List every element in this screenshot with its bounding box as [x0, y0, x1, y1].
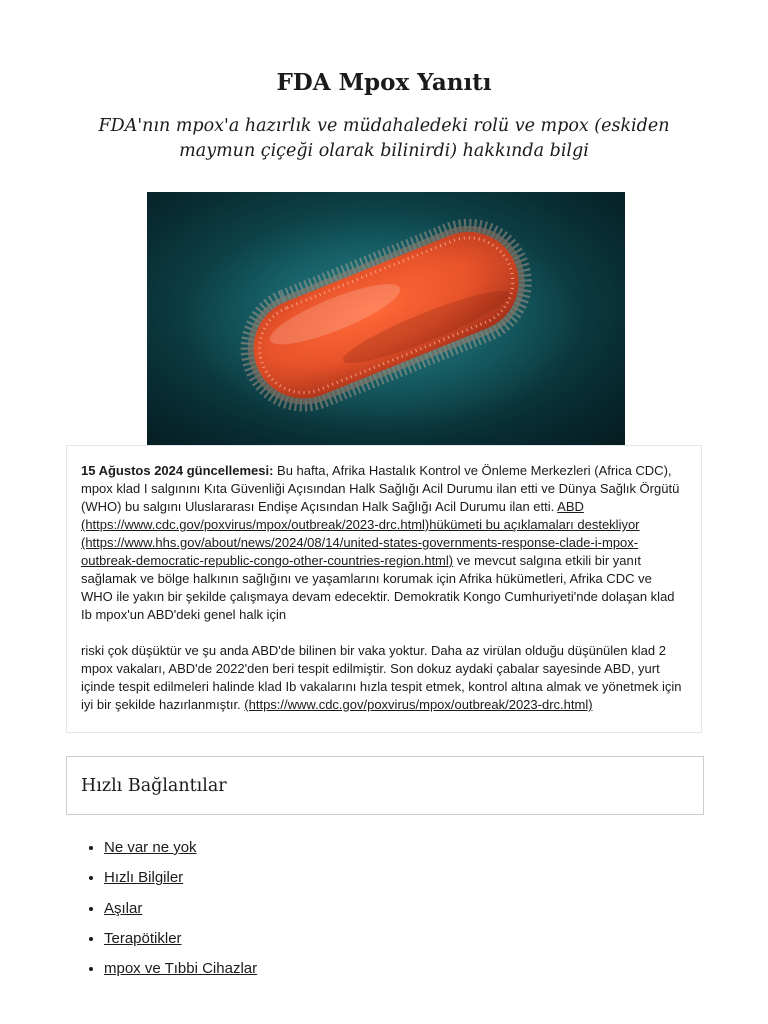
- page-title: FDA Mpox Yanıtı: [276, 69, 492, 96]
- link-quick-facts[interactable]: Hızlı Bilgiler: [104, 869, 184, 887]
- quick-links-heading: Hızlı Bağlantılar: [81, 775, 227, 796]
- quick-links-list: [80, 837, 257, 988]
- list-item: [104, 867, 257, 889]
- update-text-3: riski çok düşüktür ve şu anda ABD'de bilinen bir vaka yoktur. Daha az virülan olduğu düşünülen klad 2 mpox vakaları, ABD'de 2022'den beri tespit edilmiştir. Son dokuz aydaki çabalar sayesinde ABD, yurt içinde tespit edilmeleri halinde klad Ib vakalarını hızla tespit etmek, kontrol altına almak ve yönetmek için iyi bir şekilde hazırlanmıştır.: [81, 643, 682, 712]
- update-text-1: Bu hafta, Afrika Hastalık Kontrol ve Önleme Merkezleri (Africa CDC), mpox klad I salgınını Kıta Güvenliği Açısından Halk Sağlığı Acil Durumu ilan etti ve Dünya Sağlık Örgütü (WHO) bu salgını Uluslararası Endişe Açısından Halk Sağlığı Acil Durumu ilan etti.: [81, 463, 680, 514]
- link-vaccines[interactable]: Aşılar: [104, 899, 143, 917]
- page-subtitle: FDA'nın mpox'a hazırlık ve müdahaledeki rolü ve mpox (eskiden maymun çiçeği olarak bilinirdi) hakkında bilgi: [98, 116, 670, 161]
- virus-illustration: [147, 192, 625, 445]
- link-medical-devices[interactable]: mpox ve Tıbbi Cihazlar: [104, 960, 258, 978]
- cdc-outbreak-link[interactable]: (https://www.cdc.gov/poxvirus/mpox/outbreak/2023-drc.html): [244, 697, 593, 712]
- link-therapeutics[interactable]: Terapötikler: [104, 929, 182, 947]
- update-paragraph-2: [81, 642, 687, 714]
- update-text-2: ve mevcut salgına etkili bir yanıt sağlamak ve bölge halkının sağlığını ve yaşamlarını korumak için Afrika hükümetleri, Afrika CDC ve WHO ile yakın bir şekilde çalışmaya devam edecektir. Demokratik Kongo Cumhuriyeti'nde dolaşan klad Ib mpox'un ABD'deki genel halk için: [81, 553, 675, 622]
- update-paragraph-1: [81, 462, 687, 624]
- list-item: [104, 958, 257, 980]
- cdc-hhs-link[interactable]: ABD (https://www.cdc.gov/poxvirus/mpox/outbreak/2023-drc.html)hükümeti bu açıklamaları destekliyor (https://www.hhs.gov/about/news/2024/08/14/united-states-governments-response-clade-i-mpox-outbreak-democratic-republic-congo-other-countries-region.html): [81, 499, 640, 568]
- list-item: [104, 898, 257, 920]
- update-date-label: 15 Ağustos 2024 güncellemesi:: [81, 463, 274, 478]
- list-item: [104, 928, 257, 950]
- quick-links-panel: [66, 756, 704, 815]
- link-whats-new[interactable]: Ne var ne yok: [104, 839, 197, 856]
- mpox-virus-image: [147, 192, 625, 445]
- list-item: [104, 837, 257, 859]
- update-notice: [66, 445, 702, 733]
